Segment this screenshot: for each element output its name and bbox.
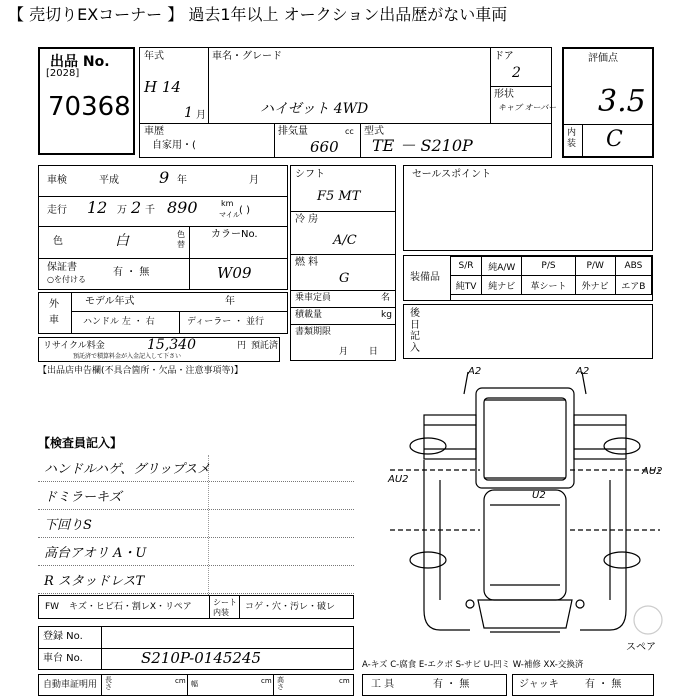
load-label: 積載量 (295, 310, 323, 320)
ac-label: 冷 房 (295, 214, 319, 225)
mileage-a: 12 (87, 198, 108, 217)
fw-label: FW (45, 602, 60, 612)
shaken-month-unit: 月 (249, 175, 259, 186)
ac-value: A/C (333, 233, 357, 248)
equipment-box (403, 255, 653, 301)
shift-value: F5 MT (317, 189, 361, 204)
cert-length-unit: cm (175, 677, 186, 685)
shift-label: シフト (295, 169, 325, 180)
inspector-note-3: 下回りS (44, 518, 92, 533)
equip-abs: ABS (615, 257, 651, 276)
import-side-label: 外 車 (49, 299, 59, 326)
recycle-label: リサイクル料金 (43, 341, 105, 351)
handle-label: ハンドル 左 ・ 右 (83, 317, 155, 327)
era-label: 平成 (99, 175, 119, 186)
damage-legend: A-キズ C-腐食 E-エクボ S-サビ U-凹ミ W-補修 XX-交換済 (362, 660, 584, 670)
cert-height: 高さ (277, 676, 284, 691)
mark-front-left: A2 (468, 366, 482, 377)
rear-entry-box (403, 304, 653, 359)
equip-aw: 純A/W (482, 257, 522, 276)
registration-box (38, 626, 354, 670)
shape-label: 形状 (494, 89, 514, 100)
fw-opts: キズ・ヒビ石・割レX・リペア (69, 602, 192, 612)
mark-roof: U2 (532, 490, 546, 501)
warranty-label: 保証書 (47, 262, 77, 273)
chassis-value: S210P-0145245 (141, 649, 262, 667)
equip-pw: P/W (575, 257, 615, 276)
capacity-unit: 名 (381, 293, 391, 303)
model-year-label: モデル年式 (85, 296, 135, 307)
sen-label: 千 (145, 205, 155, 216)
shaken-year: 9 (159, 168, 170, 187)
dealer-notes-label: 【出品店申告欄(不具合箇所・欠品・注意事項等)】 (38, 366, 244, 376)
warranty-opts: 有 ・ 無 (113, 267, 150, 278)
cert-width-unit: cm (261, 677, 272, 685)
spare-tire-icon (634, 606, 662, 634)
doc-unit: 月 日 (339, 347, 378, 357)
tools-opts: 有 ・ 無 (433, 679, 470, 690)
mileage-c: 890 (167, 198, 198, 217)
lot-code: [2028] (46, 68, 80, 79)
rear-label: 後 日 記 入 (410, 308, 420, 354)
shape-value: キャブ オーバー (498, 103, 557, 112)
inspector-label: 【検査員記入】 (38, 436, 123, 450)
dealer-label: ディーラー ・ 並行 (187, 317, 265, 327)
class-value: 自家用・( (152, 140, 196, 151)
cert-box (38, 674, 354, 696)
specs-box (290, 165, 396, 361)
jack-label: ジャッキ (519, 679, 559, 690)
equipment-table (450, 256, 652, 295)
mileage-label: 走行 (47, 205, 67, 216)
inspector-note-5: R スタッドレスT (44, 574, 145, 589)
doors-label: ドア (494, 51, 514, 62)
man-label: 万 (117, 205, 127, 216)
cert-width: 幅 (191, 680, 198, 688)
year-value: H 14 (144, 78, 181, 96)
header-title: 【 売切りEXコーナー 】 過去1年以上 オークション出品歴がない車両 (8, 5, 508, 24)
model-value: TE － S210P (372, 136, 473, 155)
recycle-box (38, 337, 280, 362)
import-box (38, 292, 288, 334)
cert-length: 長さ (105, 676, 112, 691)
km-unit: km (221, 199, 234, 208)
displacement-label: 排気量 (278, 126, 308, 137)
vehicle-diagram (380, 360, 670, 660)
mileage-b: 2 (131, 198, 142, 217)
month-value: 1 (184, 105, 193, 121)
equipment-label: 装備品 (410, 272, 440, 283)
fuel-value: G (339, 271, 350, 286)
mile-unit: マイル (219, 211, 240, 219)
fw-row (38, 595, 354, 619)
spare-label: スペア (626, 642, 656, 653)
recycle-note: 預託済で積算料金が入金記入して下さい (73, 353, 182, 360)
sales-point-box (403, 165, 653, 251)
warranty-sub: ○を付ける (47, 275, 86, 284)
equip-navi: 純ナビ (482, 276, 522, 295)
cert-label: 自動車証明用 (43, 680, 98, 690)
vehicle-box (139, 47, 557, 158)
seat-label: シート 内装 (213, 598, 237, 617)
inspector-notes (38, 455, 354, 595)
model-label: 型式 (364, 126, 384, 137)
model-year-unit: 年 (225, 296, 235, 307)
lot-label: 出品 No. (50, 54, 110, 70)
equip-tv: 純TV (451, 276, 482, 295)
mark-front-right: A2 (576, 366, 590, 377)
lot-number: 70368 (48, 92, 131, 122)
truck-outline (390, 372, 660, 632)
name-value: ハイゼット 4WD (260, 101, 369, 117)
header-bar (0, 0, 700, 30)
score-box (562, 47, 654, 158)
displacement-unit: cc (345, 127, 354, 136)
interior-value: C (606, 127, 623, 152)
chassis-label: 車台 No. (43, 653, 83, 664)
class-label: 車歴 (144, 126, 164, 137)
doc-label: 書類期限 (295, 327, 332, 337)
sales-point-label: セールスポイント (412, 169, 492, 180)
reg-label: 登録 No. (43, 631, 83, 642)
name-label: 車名・グレード (212, 51, 282, 62)
recycle-status: 預託済 (251, 341, 279, 351)
equip-ext-navi: 外ナビ (575, 276, 615, 295)
interior-label: 内装 (567, 128, 577, 149)
equip-ps: P/S (522, 257, 575, 276)
colorno-label: カラーNo. (211, 229, 258, 240)
inspector-note-2: ドミラーキズ (44, 490, 122, 505)
month-label: 月 (196, 110, 206, 121)
inspector-note-4: 高台アオリ A・U (44, 546, 147, 561)
load-unit: kg (381, 310, 392, 320)
equip-airbag: エアB (615, 276, 651, 295)
color-value: 白 (115, 233, 129, 249)
shaken-year-unit: 年 (177, 175, 187, 186)
colorno-value: W09 (217, 264, 252, 282)
inspection-box (38, 165, 288, 290)
jack-opts: 有 ・ 無 (585, 679, 622, 690)
recycle-unit: 円 (237, 341, 247, 351)
score-label: 評価点 (588, 53, 618, 64)
shaken-label: 車検 (47, 175, 67, 186)
recycle-value: 15,340 (147, 337, 196, 353)
color-label: 色 (53, 236, 63, 247)
doors-value: 2 (512, 65, 521, 81)
seat-opts: コゲ・穴・汚レ・破レ (245, 602, 336, 612)
paren: ( ) (239, 205, 250, 216)
lot-box (38, 47, 135, 155)
cert-height-unit: cm (339, 677, 350, 685)
color-change-label: 色替 (177, 230, 185, 250)
equip-sr: S/R (451, 257, 482, 276)
tools-box (362, 674, 507, 696)
displacement-value: 660 (310, 138, 339, 156)
mark-left: AU2 (388, 474, 409, 485)
equip-leather: 革シート (522, 276, 575, 295)
tools-label: 工 具 (371, 679, 395, 690)
score-value: 3.5 (598, 84, 646, 119)
year-label: 年式 (144, 51, 164, 62)
jack-box (512, 674, 654, 696)
inspector-note-1: ハンドルハゲ、グリップスメ (44, 462, 211, 477)
mark-right: AU2 (642, 466, 663, 477)
fuel-label: 燃 料 (295, 257, 319, 268)
capacity-label: 乗車定員 (295, 293, 332, 303)
